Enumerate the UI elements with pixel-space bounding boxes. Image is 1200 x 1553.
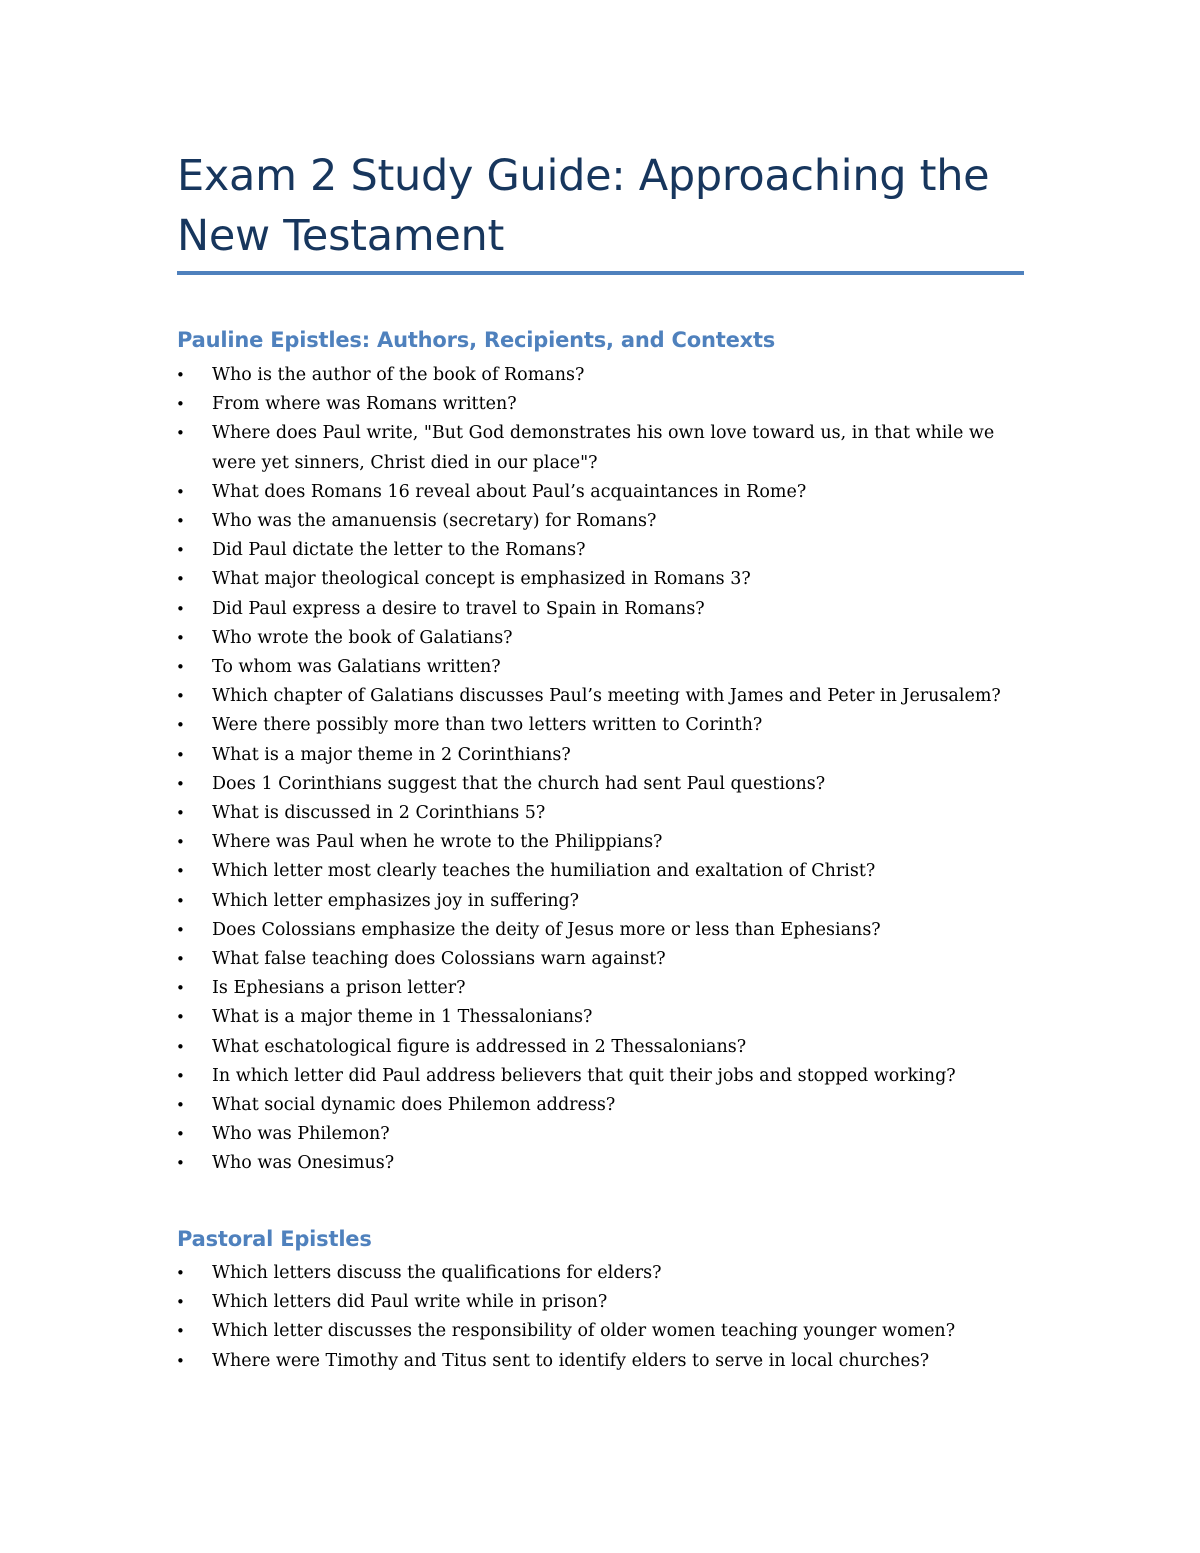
bullet-icon: • (176, 1008, 185, 1027)
bullet-icon: • (176, 570, 185, 589)
question-text: What eschatological figure is addressed in 2 Thessalonians? (212, 1036, 747, 1057)
list-item (177, 624, 1037, 653)
bullet-icon: • (176, 1293, 185, 1312)
question-text: What is a major theme in 2 Corinthians? (212, 744, 571, 765)
list-item (177, 916, 1037, 945)
question-text: Which letters did Paul write while in prison? (212, 1292, 608, 1313)
bullet-icon: • (176, 512, 185, 531)
list-item (177, 1120, 1037, 1149)
bullet-icon: • (176, 1351, 185, 1370)
bullet-icon: • (176, 1264, 185, 1282)
question-text: What is a major theme in 1 Thessalonians? (212, 1007, 593, 1028)
question-text: Who was Onesimus? (212, 1153, 395, 1174)
list-item (177, 1149, 1037, 1178)
bullet-icon: • (176, 1154, 185, 1173)
question-text: From where was Romans written? (212, 394, 517, 415)
question-text: Did Paul dictate the letter to the Romans? (212, 540, 586, 561)
bullet-icon: • (176, 920, 185, 939)
question-list-pauline-epistles (177, 361, 1037, 1179)
list-item (177, 507, 1037, 536)
question-text: Does Colossians emphasize the deity of Jesus more or less than Ephesians? (212, 919, 881, 940)
bullet-icon: • (176, 1125, 185, 1144)
list-item (177, 770, 1037, 799)
list-item (177, 711, 1037, 740)
question-text: Who was Philemon? (212, 1124, 390, 1145)
list-item (177, 1259, 1037, 1288)
bullet-icon: • (176, 541, 185, 560)
list-item (177, 1003, 1037, 1032)
list-item (177, 419, 1037, 477)
bullet-icon: • (176, 1322, 185, 1341)
bullet-icon: • (176, 366, 185, 384)
section-heading-pauline-epistles: Pauline Epistles: Authors, Recipients, and Contexts (177, 328, 776, 352)
question-text: Which letter discusses the responsibility of older women teaching younger women? (212, 1321, 956, 1342)
bullet-icon: • (176, 774, 185, 793)
bullet-icon: • (176, 1096, 185, 1115)
bullet-icon: • (176, 833, 185, 852)
list-item (177, 595, 1037, 624)
question-text: Were there possibly more than two letters written to Corinth? (212, 715, 763, 736)
list-item (177, 741, 1037, 770)
question-text: Which letter most clearly teaches the humiliation and exaltation of Christ? (212, 861, 876, 882)
list-item (177, 478, 1037, 507)
list-item (177, 857, 1037, 886)
list-item (177, 828, 1037, 857)
bullet-icon: • (176, 745, 185, 764)
list-item (177, 390, 1037, 419)
bullet-icon: • (176, 716, 185, 735)
bullet-icon: • (176, 599, 185, 618)
bullet-icon: • (176, 1037, 185, 1056)
list-item (177, 565, 1037, 594)
bullet-icon: • (176, 628, 185, 647)
list-item (177, 1033, 1037, 1062)
list-item (177, 1091, 1037, 1120)
bullet-icon: • (176, 395, 185, 414)
list-item (177, 887, 1037, 916)
bullet-icon: • (176, 804, 185, 823)
question-list-pastoral-epistles (177, 1259, 1037, 1376)
bullet-icon: • (176, 862, 185, 881)
question-text: Who was the amanuensis (secretary) for Romans? (212, 511, 657, 532)
list-item (177, 653, 1037, 682)
question-text: Where was Paul when he wrote to the Philippians? (212, 832, 663, 853)
list-item (177, 1347, 1037, 1376)
page-title: Exam 2 Study Guide: Approaching the New Testament (177, 151, 990, 261)
bullet-icon: • (176, 950, 185, 969)
bullet-icon: • (176, 658, 185, 677)
question-text: Is Ephesians a prison letter? (212, 978, 466, 999)
question-text: What is discussed in 2 Corinthians 5? (212, 803, 546, 824)
bullet-icon: • (176, 424, 185, 443)
section-heading-pastoral-epistles: Pastoral Epistles (177, 1227, 372, 1251)
question-text: What false teaching does Colossians warn against? (212, 949, 666, 970)
question-text: Where does Paul write, "But God demonstrates his own love toward us, in that while we were yet sinners, Christ died in our place"? (212, 423, 995, 473)
question-text: Which letters discuss the qualifications for elders? (212, 1263, 662, 1283)
question-text: In which letter did Paul address believers that quit their jobs and stopped working? (212, 1065, 956, 1086)
list-item (177, 1317, 1037, 1346)
question-text: Which letter emphasizes joy in suffering? (212, 890, 580, 911)
question-text: What does Romans 16 reveal about Paul’s acquaintances in Rome? (212, 481, 807, 502)
title-underline (177, 271, 1024, 275)
bullet-icon: • (176, 482, 185, 501)
question-text: Where were Timothy and Titus sent to identify elders to serve in local churches? (212, 1350, 930, 1371)
bullet-icon: • (176, 687, 185, 706)
list-item (177, 1062, 1037, 1091)
bullet-icon: • (176, 979, 185, 998)
bullet-icon: • (176, 1066, 185, 1085)
list-item (177, 945, 1037, 974)
question-text: Who is the author of the book of Romans? (212, 365, 585, 385)
list-item (177, 361, 1037, 390)
list-item (177, 974, 1037, 1003)
question-text: What social dynamic does Philemon address? (212, 1095, 616, 1116)
question-text: What major theological concept is emphasized in Romans 3? (212, 569, 751, 590)
question-text: Which chapter of Galatians discusses Paul’s meeting with James and Peter in Jerusalem? (212, 686, 1001, 707)
list-item (177, 536, 1037, 565)
list-item (177, 799, 1037, 828)
question-text: Does 1 Corinthians suggest that the church had sent Paul questions? (212, 773, 826, 794)
list-item (177, 1288, 1037, 1317)
list-item (177, 682, 1037, 711)
question-text: Did Paul express a desire to travel to Spain in Romans? (212, 598, 705, 619)
bullet-icon: • (176, 891, 185, 910)
question-text: To whom was Galatians written? (212, 657, 501, 678)
question-text: Who wrote the book of Galatians? (212, 627, 513, 648)
